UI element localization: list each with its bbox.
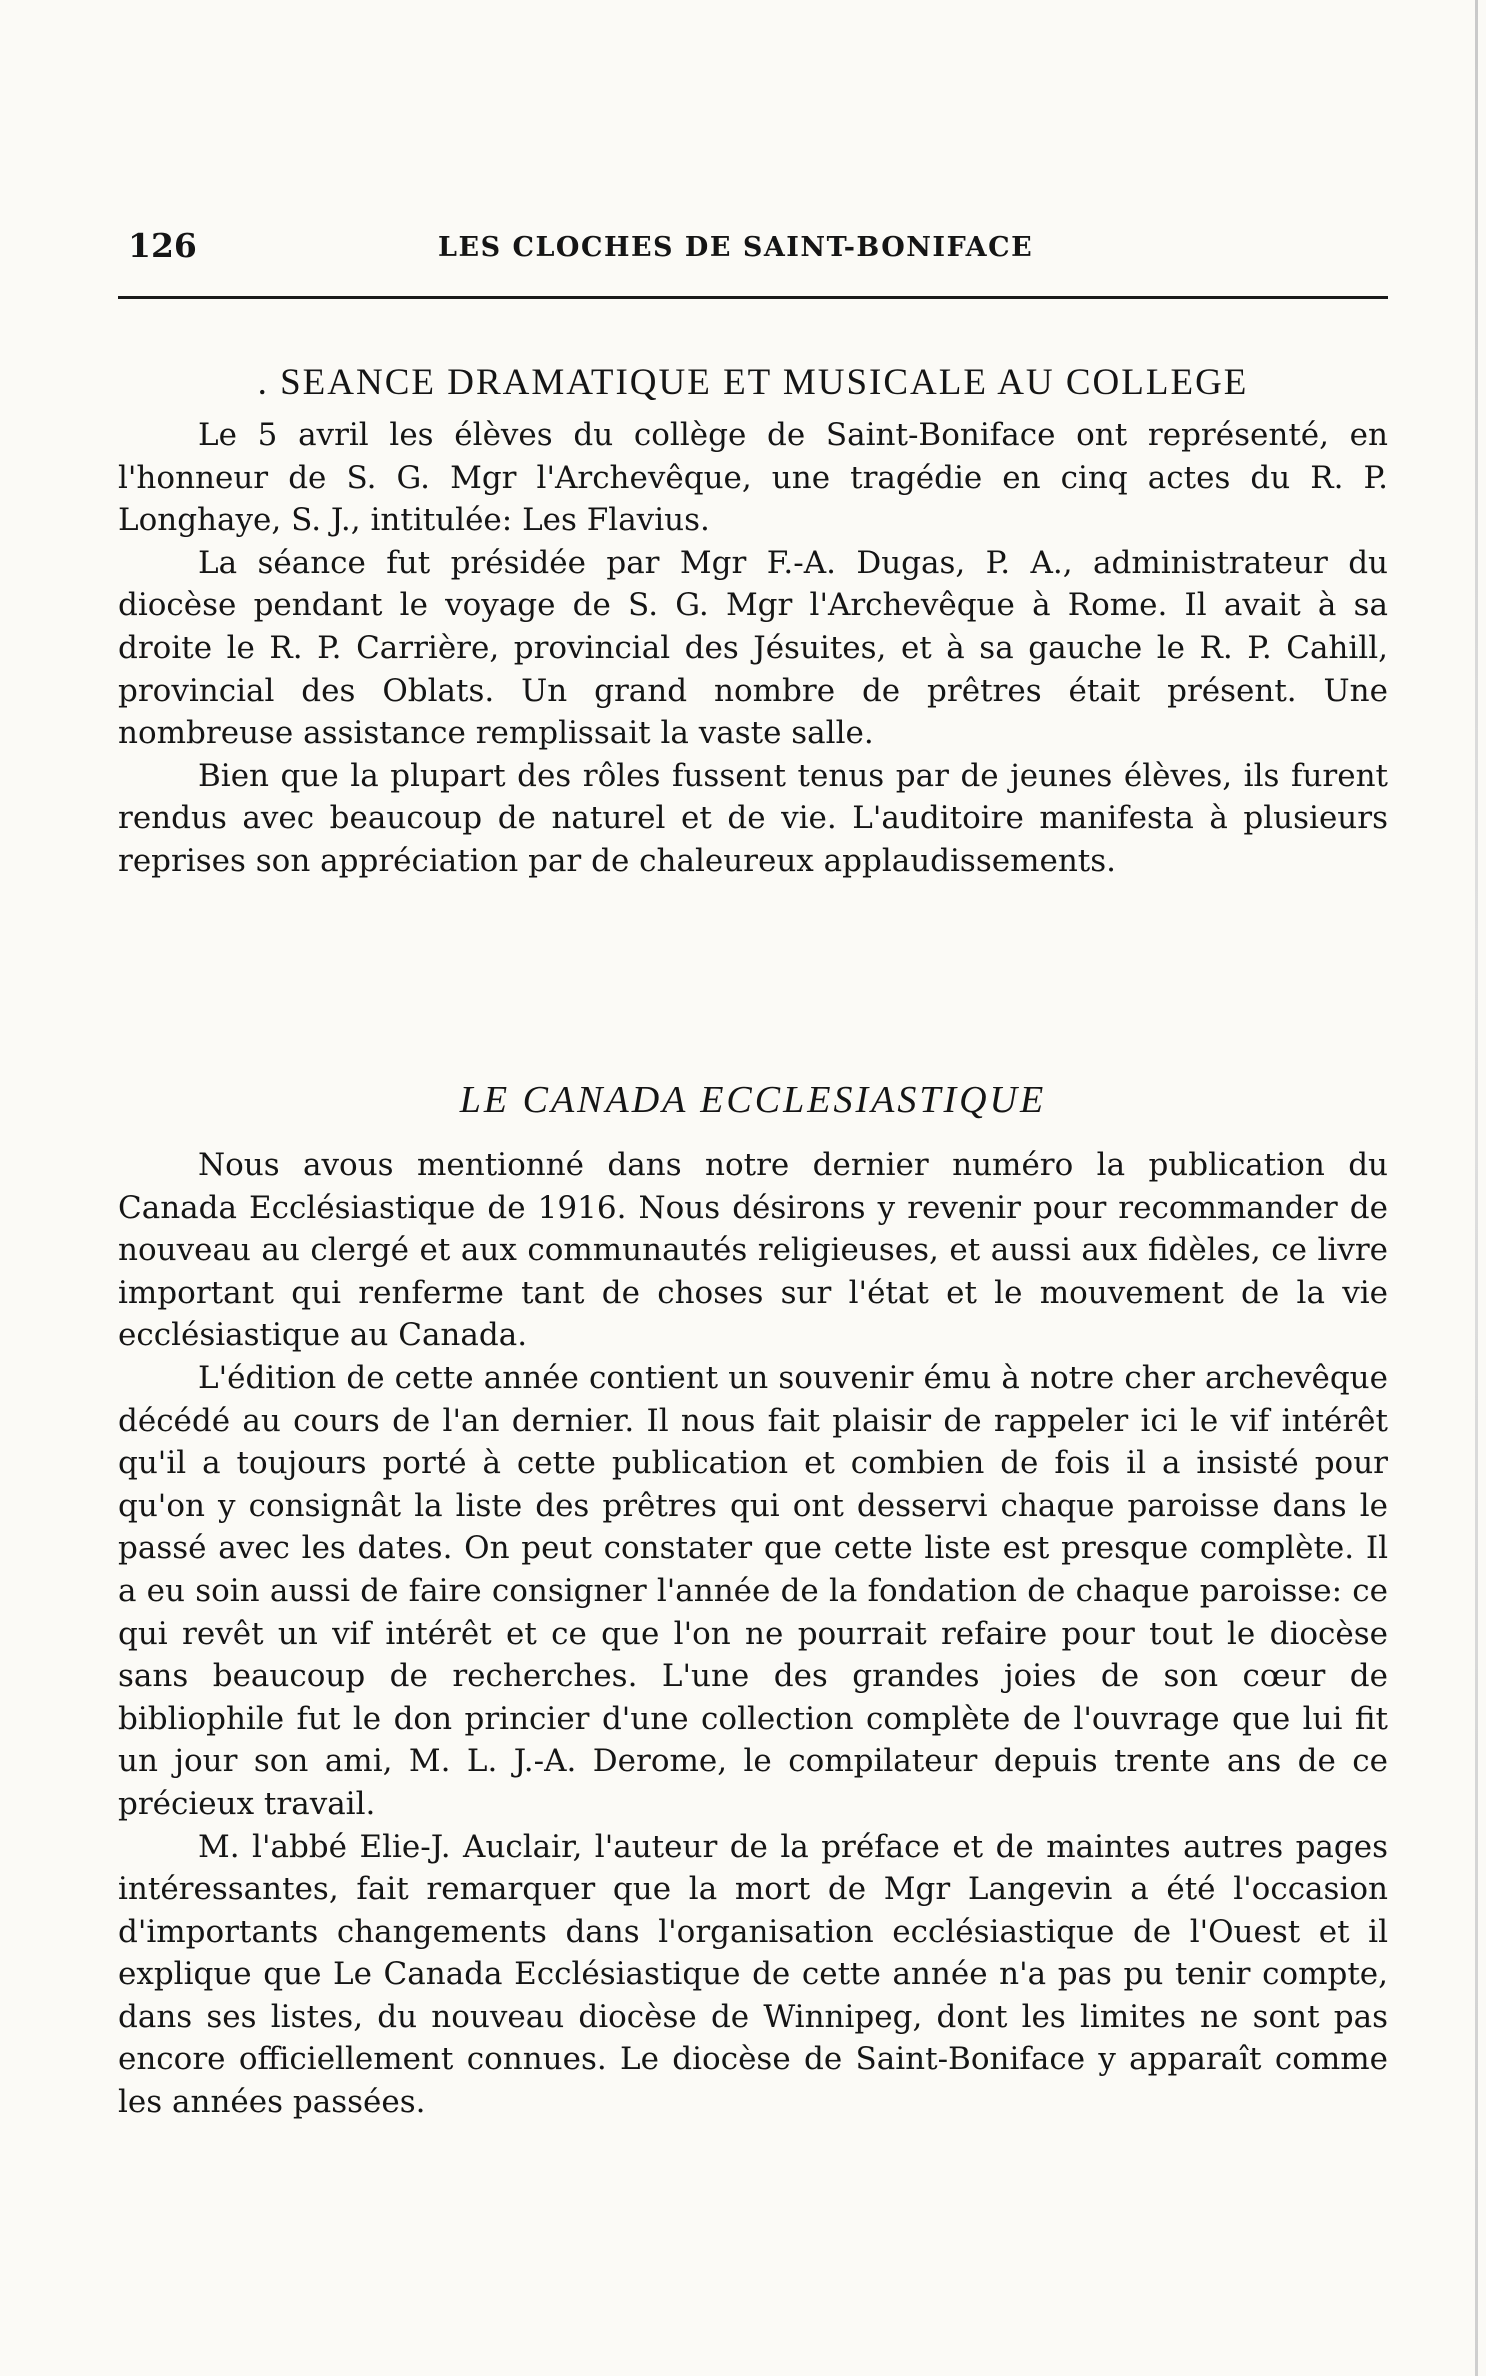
- section-title-canada-ecclesiastique: LE CANADA ECCLESIASTIQUE: [459, 1078, 1047, 1121]
- running-head: [118, 226, 1388, 280]
- running-title: LES CLOCHES DE SAINT-BONIFACE: [438, 232, 1034, 263]
- section-body-seance: [118, 414, 1388, 883]
- section-body-canada-ecclesiastique: [118, 1144, 1388, 2124]
- paragraph: M. l'abbé Elie-J. Auclair, l'auteur de la préface et de maintes autres pages intéressantes, fait remarquer que la mort de Mgr Langevin a été l'occasion d'importants changements dans l'organisation ecclésiastique de l'Ouest et il explique que Le Canada Ecclésiastique de cette année n'a pas pu tenir compte, dans ses listes, du nouveau diocèse de Winnipeg, dont les limites ne sont pas encore officiellement connues. Le diocèse de Saint-Boniface y apparaît comme les années passées.: [118, 1828, 1388, 2121]
- paragraph: Nous avous mentionné dans notre dernier numéro la publication du Canada Ecclésiastique de 1916. Nous désirons y revenir pour recommander de nouveau au clergé et aux communautés religieuses, et aussi aux fidèles, ce livre important qui renferme tant de choses sur l'état et le mouvement de la vie ecclésiastique au Canada.: [118, 1147, 1388, 1354]
- paragraph: La séance fut présidée par Mgr F.-A. Dugas, P. A., administrateur du diocèse pendant le voyage de S. G. Mgr l'Archevêque à Rome. Il avait à sa droite le R. P. Carrière, provincial des Jésuites, et à sa gauche le R. P. Cahill, provincial des Oblats. Un grand nombre de prêtres était présent. Une nombreuse assistance remplissait la vaste salle.: [118, 544, 1388, 752]
- scan-edge-shadow: [1475, 0, 1478, 2376]
- page-number: 126: [128, 226, 197, 265]
- paragraph: Le 5 avril les élèves du collège de Saint-Boniface ont représenté, en l'honneur de S. G. Mgr l'Archevêque, une tragédie en cinq actes du R. P. Longhaye, S. J., intitulée: Les Flavius.: [118, 417, 1388, 539]
- paragraph: Bien que la plupart des rôles fussent tenus par de jeunes élèves, ils furent rendus avec beaucoup de naturel et de vie. L'auditoire manifesta à plusieurs reprises son appréciation par de chaleureux applaudissements.: [118, 757, 1388, 879]
- section-title-seance: . SEANCE DRAMATIQUE ET MUSICALE AU COLLEGE: [257, 361, 1249, 403]
- header-rule: [118, 296, 1388, 299]
- paragraph: L'édition de cette année contient un souvenir ému à notre cher archevêque décédé au cours de l'an dernier. Il nous fait plaisir de rappeler ici le vif intérêt qu'il a toujours porté à cette publication et combien de fois il a insisté pour qu'on y consignât la liste des prêtres qui ont desservi chaque paroisse dans le passé avec les dates. On peut constater que cette liste est presque complète. Il a eu soin aussi de faire consigner l'année de la fondation de chaque paroisse: ce qui revêt un vif intérêt et ce que l'on ne pourrait refaire pour tout le diocèse sans beaucoup de recherches. L'une des grandes joies de son cœur de bibliophile fut le don princier d'une collection complète de l'ouvrage que lui fit un jour son ami, M. L. J.-A. Derome, le compilateur depuis trente ans de ce précieux travail.: [118, 1359, 1388, 1822]
